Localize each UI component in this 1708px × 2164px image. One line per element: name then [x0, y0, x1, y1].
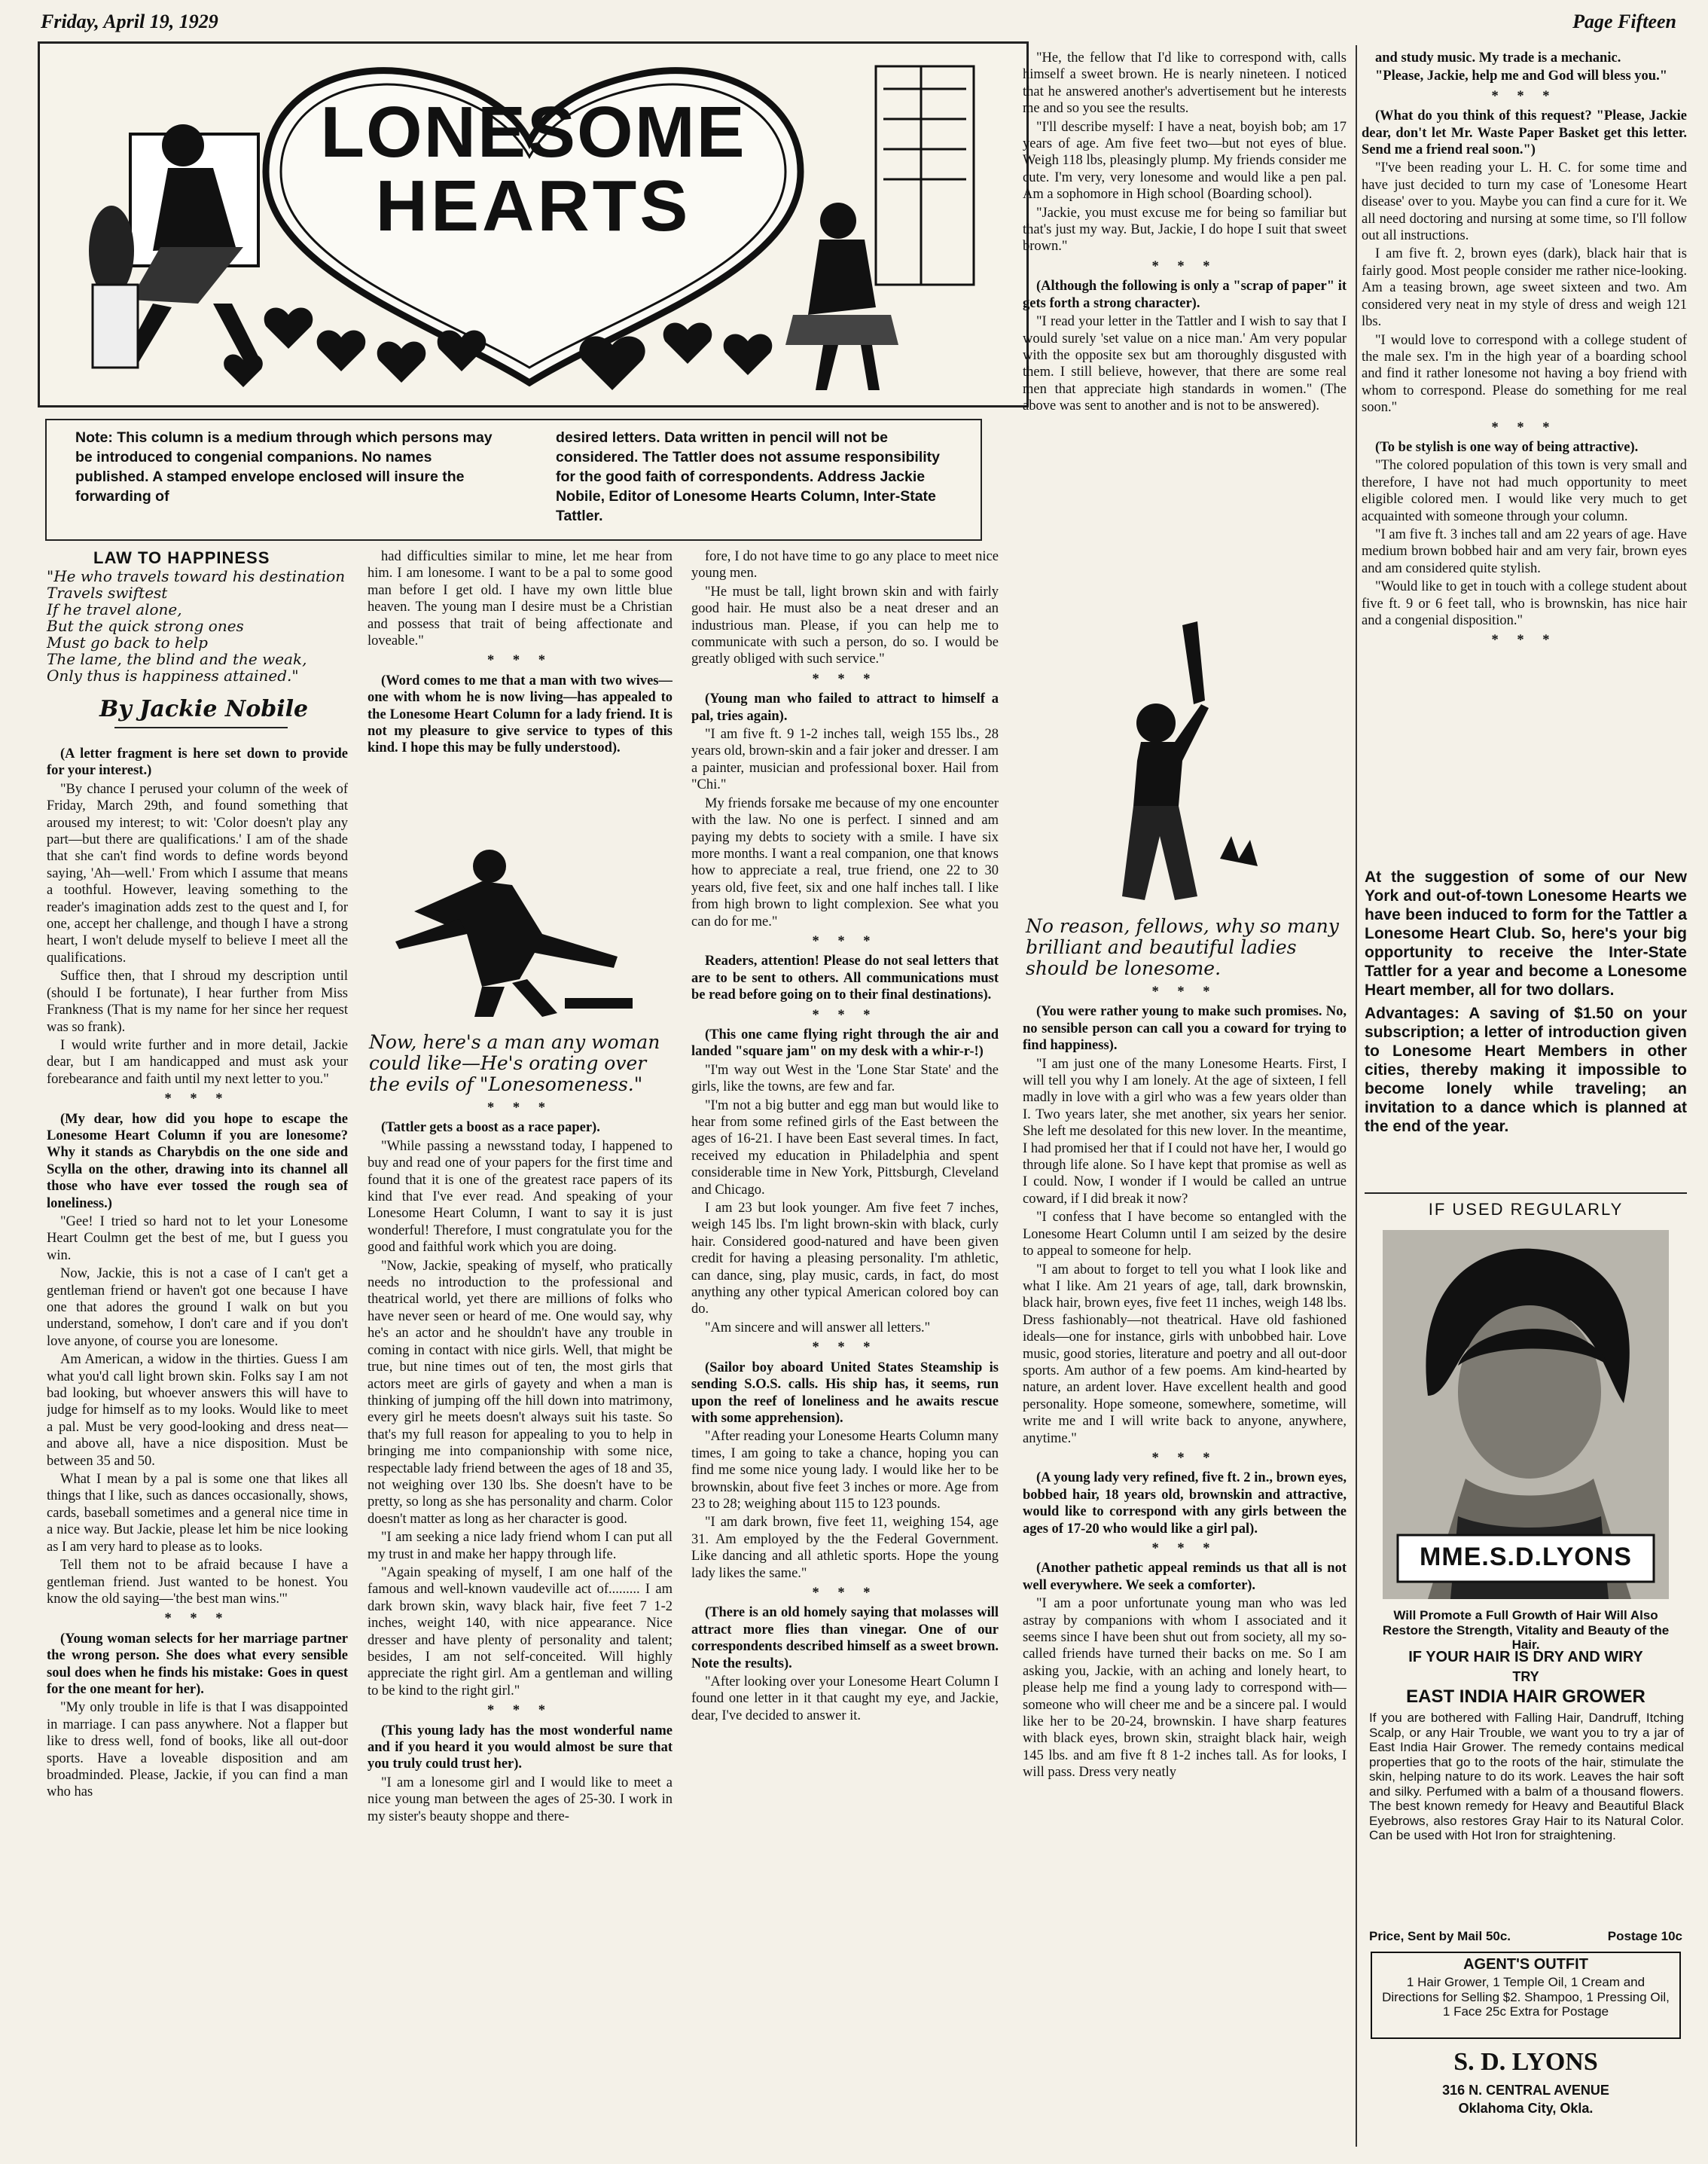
letter-paragraph: "I confess that I have become so entangled with the Lonesome Heart Column until I am seized by the desire to appeal to someone for help.: [1023, 1210, 1347, 1259]
orating-man-icon: [369, 829, 670, 1028]
editor-note: (Sailor boy aboard United States Steamship is sending S.O.S. calls. His ship has, it seems, run upon the reef of loneliness and he awaits rescue with some apprehension).: [691, 1360, 999, 1426]
letter-paragraph: Now, Jackie, this is not a case of I can't get a gentleman friend or haven't got one because I have one that adores the ground I walk on but you understand, somehow, I don't care and if you don't love anyone, of course you are lonesome.: [47, 1266, 348, 1349]
poem-line: The lame, the blind and the weak,: [47, 650, 307, 668]
letter-paragraph: I would write further and in more detail, Jackie dear, but I am handicapped and must ask your forebearance and faith until my next letter to you.": [47, 1037, 348, 1087]
letter-paragraph: "Now, Jackie, speaking of myself, who pratically needs no introduction to the professional and theatrical world, yet there are millions of folks who have never seen or heard of me. One would say, why he's an actor and he shouldn't have any trouble in coming in contact with nice girls. Well, that might be true, but nine times out of ten, the most girls that actors meet are girls of gayety and when a man is thinking of jumping off the hill down into matrimony, every girl he meets doesn't always suit his taste. So that's my full reason for appealing to you to help in bringing me into companionship with some nice, respectable lady friend between the ages of 18 and 35, not weighing over 130 lbs. She doesn't have to be pretty, so long as she has personality and charm. Color doesn't matter as long as her character is good.: [368, 1258, 673, 1527]
letter-paragraph: "I read your letter in the Tattler and I wish to say that I would surely 'set value on a nice man.' Am very popular with the opposite sex but am thoroughly disgusted with them. I still believe, however, that there are some real men that appreciate high standards in women." (The above was sent to another and is not to be answered).: [1023, 314, 1347, 414]
letter-paragraph: "I am seeking a nice lady friend whom I can put all my trust in and make her happy through life.: [368, 1530, 673, 1562]
editor-note: Readers, attention! Please do not seal letters that are to be sent to others. All communications must be read before going on to their final destinations).: [691, 954, 999, 1003]
letter-paragraph: Am American, a widow in the thirties. Guess I am what you'd call light brown skin. Folks say I am not bad looking, but whoever answers this will have to judge for himself as to my looks. Would like to meet a pal. Must be very good-looking and dress neat—and above all, have a nice disposition. Must be between 35 and 50.: [47, 1352, 348, 1469]
letter-paragraph: Tell them not to be afraid because I have a gentleman friend. Just wanted to be honest. You know the old saying—'the best man wins.'": [47, 1558, 348, 1607]
poem-line: Must go back to help: [47, 633, 208, 652]
ad-price: Price, Sent by Mail 50c.: [1369, 1929, 1511, 1943]
orating-man-caption: Now, here's a man any woman could like—He's orating over the evils of "Lonesomeness.": [369, 1031, 660, 1095]
section-separator: * * *: [1491, 633, 1557, 649]
letter-paragraph: "The colored population of this town is very small and therefore, I have not had much opportunity to meet eligible colored men. I would like very much to get acquainted with someone through your column.: [1362, 458, 1687, 524]
column-2-top: [368, 548, 673, 820]
letter-paragraph: "I'll describe myself: I have a neat, boyish bob; am 17 years of age. Am five feet two—but not eyes of blue. Weigh 118 lbs, pleasingly plump. My friends consider me cute. I'm very, very lonesome and would like a pen pal. Am a sophomore in High school (Boarding school).: [1023, 119, 1347, 203]
letter-paragraph: "I am five ft. 9 1-2 inches tall, weigh 155 lbs., 28 years old, brown-skin and a fair joker and dresser. I am a painter, musician and professional boxer. Hail from "Chi.": [691, 727, 999, 793]
letter-paragraph: Suffice then, that I shroud my description until (should I be fortunate), I hear further from Miss Frankness (That is my name for her since her request was so frank).: [47, 969, 348, 1035]
letter-paragraph: "While passing a newsstand today, I happened to buy and read one of your papers for the first time and found that it is one of the greatest race papers of its kind that I've ever read. And speaking of your Lonesome Heart Column, I want to say it is just wonderful! Therefore, I must congratulate you for the good and faithful work which you are doing.: [368, 1138, 673, 1256]
ad-address-street: 316 N. CENTRAL AVENUE: [1442, 2083, 1609, 2098]
letter-paragraph: had difficulties similar to mine, let me hear from him. I am lonesome. I want to be a pal to some good man before I get old. I have my own little blue heaven. The young man I desire must be a Christian and possess that trait of being affectionate and loveable.": [368, 549, 673, 649]
editor-note: (Although the following is only a "scrap of paper" it gets forth a strong character).: [1023, 279, 1347, 311]
letter-paragraph: "I am about to forget to tell you what I look like and what I like. Am 21 years of age, tall, dark brownskin, black hair, brown eyes, five feet 11 inches, weigh 148 lbs. Dress fashionably—not theatrical. Have old fashioned ideals—one for instance, girls with unbobbed hair. Love music, good stories, literature and poetry and all out-door sports. Am author of a few poems. Am kind-hearted by nature, an ardent lover. Have excellent health and good personality. Hope someone, somewhere, sometime, will write me and I will write back to anyone, anywhere, anytime.": [1023, 1262, 1347, 1446]
ad-body: If you are bothered with Falling Hair, Dandruff, Itching Scalp, or any Hair Trouble, we want you to try a jar of East India Hair Grower. The remedy contains medical properties that go to the roots of the hair, stimulate the skin, helping nature to do its work. Leaves the hair soft and silky. Perfumed with a balm of a thousand flowers. The best known remedy for Heavy and Beautiful Black Eyebrows, also restores Gray Hair to its Natural Color. Can be used with Hot Iron for straightening.: [1369, 1711, 1684, 1842]
letter-paragraph: "I'm not a big butter and egg man but would like to hear from some refined girls of the East between the ages of 16-21. I have been East several times. In fact, received my education in Philadelphia and spent considerable time in New York, Pittsburgh, Cleveland and Chicago.: [691, 1097, 999, 1198]
editor-note: "Please, Jackie, help me and God will bless you.": [1375, 69, 1667, 84]
section-separator: * * *: [164, 1611, 230, 1627]
editor-note: (There is an old homely saying that molasses will attract more flies than vinegar. One of our correspondents described himself as a sweet brown. Note the results).: [691, 1605, 999, 1671]
letter-paragraph: "After looking over your Lonesome Heart Column I found one letter in it that caught my eye, and Jackie, dear, I've decided to answer it.: [691, 1674, 999, 1723]
section-separator: * * *: [812, 1585, 878, 1601]
letter-paragraph: "I am a lonesome girl and I would like to meet a nice young man between the ages of 25-30. I work in my sister's beauty shoppe and there-: [368, 1775, 673, 1824]
outfit-title: AGENT'S OUTFIT: [1463, 1956, 1588, 1973]
poem-line: Travels swiftest: [47, 584, 168, 602]
letter-paragraph: "I would love to correspond with a college student of the male sex. I'm in the high year of a boarding school and find it rather lonesome not having a boy friend with whom to correspond. Please do something for me real soon.": [1362, 332, 1687, 416]
letter-paragraph: "I've been reading your L. H. C. for some time and have just decided to turn my case of 'Lonesome Heart disease' over to you. Maybe you can find a cure for it. We all need doctoring and nursing at some time, so I'll follow out all instructions.: [1362, 160, 1687, 244]
poem-line: "He who travels toward his destination: [47, 567, 346, 585]
editor-note: (This young lady has the most wonderful name and if you heard it you would almost be sure that you truly could trust her).: [368, 1723, 673, 1772]
poem-line: But the quick strong ones: [47, 617, 244, 635]
hair-grower-ad: [1365, 1192, 1687, 2143]
section-separator: * * *: [812, 1007, 878, 1023]
editor-note: (Tattler gets a boost as a race paper).: [381, 1120, 600, 1136]
letter-paragraph: "He must be tall, light brown skin and with fairly good hair. He must also be a neat dreser and an industrious man. Please, if you can help me to communicate with such a person, do so. I would be greatly obliged with such service.": [691, 584, 999, 667]
letter-paragraph: "I am five ft. 3 inches tall and am 22 years of age. Have medium brown bobbed hair and am very fair, brown eyes and am considered quite stylish.: [1362, 527, 1687, 576]
editor-note: and study music. My trade is a mechanic.: [1375, 50, 1621, 66]
club-paragraph-2: Advantages: A saving of $1.50 on your subscription; a letter of introduction given to Lonesome Heart Members in other cities, thereby making it impossible to become lonely while traveling; an invitation to a dance which is planned at the end of the year.: [1365, 1005, 1687, 1135]
letter-paragraph: "By chance I perused your column of the week of Friday, March 29th, and found something that aroused my interest; to wit: 'Color doesn't play any part—but there are qualifications.' I am of the shade that she can't find words to define words beyond saying, 'Ah—well.' From which I assume that means a toothful. However, leaving something to the reader's imagination adds zest to the quest and I, for one, accept her challenge, and though I have a strong heart, I won't delude myself to believe I meet all the qualifications.: [47, 781, 348, 966]
woman-caption: No reason, fellows, why so many brilliant and beautiful ladies should be lonesome.: [1026, 915, 1339, 979]
letter-paragraph: fore, I do not have time to go any place to meet nice young men.: [691, 549, 999, 581]
portrait-label: MME.S.D.LYONS: [1420, 1543, 1632, 1571]
section-separator: * * *: [812, 1340, 878, 1356]
agents-outfit-box: [1371, 1952, 1681, 2039]
seated-woman-icon: [785, 66, 974, 390]
editor-note: (This one came flying right through the air and landed "square jam" on my desk with a whir-r-!): [691, 1027, 999, 1060]
law-title: LAW TO HAPPINESS: [93, 548, 270, 567]
column-4-bottom: [1023, 981, 1347, 2152]
editor-note: (Young man who failed to attract to himself a pal, tries again).: [691, 691, 999, 724]
letter-paragraph: "He, the fellow that I'd like to correspond with, calls himself a sweet brown. He is nearly nineteen. I noticed that he answered another's advertisement but he interests me and so you see the results.: [1023, 50, 1347, 117]
letter-paragraph: I am five ft. 2, brown eyes (dark), black hair that is fairly good. Most people consider me rather nice-looking. Am a teasing brown, age sweet sixteen and two. Am considered very neat in my style of dress and weigh 121 lbs.: [1362, 246, 1687, 330]
column-5: [1362, 50, 1687, 863]
section-separator: * * *: [1491, 420, 1557, 435]
letter-paragraph: "I am dark brown, five feet 11, weighing 154, age 31. Am employed by the the Federal Government. Like dancing and all athletic sports. Hope the young lady likes the same.": [691, 1515, 999, 1581]
page-number: Page Fifteen: [1572, 11, 1676, 32]
column-2-bottom: [368, 1097, 673, 2151]
ad-product-name: EAST INDIA HAIR GROWER: [1406, 1686, 1645, 1707]
editor-note: (My dear, how did you hope to escape the Lonesome Heart Column if you are lonesome? Why it stands as Charybdis on the one side and Scylla on the other, drawing into its channel all those who have ever tossed the rough sea of loneliness.): [47, 1111, 348, 1211]
letter-paragraph: "Am sincere and will answer all letters.": [705, 1320, 931, 1335]
editor-note: (Young woman selects for her marriage partner the wrong person. She does what every sensible soul does when he finds his mistake: Goes in quest for the one meant for her).: [47, 1631, 348, 1697]
editor-note: (Another pathetic appeal reminds us that all is not well everywhere. We seek a comforter).: [1023, 1561, 1347, 1593]
mme-lyons-portrait: [1383, 1230, 1669, 1599]
poem-line: Only thus is happiness attained.": [47, 667, 299, 685]
ad-dry-hair: IF YOUR HAIR IS DRY AND WIRY: [1408, 1649, 1643, 1665]
note-text-left: Note: This column is a medium through which persons may be introduced to congenial companions. No names published. A stamped envelope enclosed will insure the forwarding of: [75, 429, 493, 505]
woman-illustration: [1069, 610, 1310, 911]
editor-note: (What do you think of this request? "Please, Jackie dear, don't let Mr. Waste Paper Basket get this letter. Send me a friend real soon."): [1362, 108, 1687, 158]
section-separator: * * *: [1491, 88, 1557, 104]
column-4-top: [1023, 50, 1347, 607]
law-poem: [47, 568, 348, 684]
letter-paragraph: My friends forsake me because of my one encounter with the law. No one is perfect. I sinned and am paying my debts to society with a smile. I have six more months. I want a real companion, one that knows how to appreciate a real, true friend, one 22 to 30 years old, five feet, six and one half inches tall. I like from high brown to light complexion. See what you can do for me.": [691, 795, 999, 929]
poem-line: If he travel alone,: [47, 600, 182, 618]
section-separator: * * *: [487, 1703, 553, 1719]
column-1: [47, 746, 348, 2150]
letter-paragraph: "I am a poor unfortunate young man who was led astray by companions with whom I associated and it seems since I have been shut out from society, all my so-called friends have turned their backs on me. So I am asking you, Jackie, with an aching and lonely heart, to please help me find a young lady to correspond with—someone who will cheer me and be a sincere pal. I would like her to be 20-24, brownskin. I have sharp features with black eyes, brown skin, straight black hair, weigh 145 lbs. and am five ft 8 1-2 inches tall. As for looks, I will pass. Dress very neatly: [1023, 1596, 1347, 1781]
letter-paragraph: What I mean by a pal is some one that likes all things that I like, such as dances occasionally, shows, cards, baseball sometimes and a general nice time in a nice way. But Jackie, please let him be nice looking as I am very hard to please as to looks.: [47, 1472, 348, 1555]
law-to-happiness: [47, 548, 348, 737]
letter-paragraph: "After reading your Lonesome Hearts Column many times, I am going to take a chance, hoping you can find me some nice young lady. I would like her to be brownskin, about five feet 3 inches or more. Age from 23 to 28; weighing about 115 to 123 pounds.: [691, 1429, 999, 1512]
section-separator: * * *: [487, 1100, 553, 1116]
outfit-body: 1 Hair Grower, 1 Temple Oil, 1 Cream and Directions for Selling $2. Shampoo, 1 Pressing Oil, 1 Face 25c Extra for Postage: [1382, 1975, 1670, 2019]
section-separator: * * *: [487, 653, 553, 669]
column-3: [691, 548, 999, 2151]
letter-paragraph: "I am just one of the many Lonesome Hearts. First, I will tell you why I am lonely. At the age of sixteen, I fell madly in love with a girl who was a few years older than I. Two years later, she met another, six years her senior. She left me desolated for this new lover. In the meantime, I had promised her that if I could not have her, I would go through life alone. So I have kept that promise as well as I could. Now, I wonder if I would be called an untrue coward, if I did break it now?: [1023, 1056, 1347, 1207]
lonesome-hearts-banner: [38, 41, 1029, 407]
ad-promo: Will Promote a Full Growth of Hair Will Also Restore the Strength, Vitality and Beauty of the Hair.: [1382, 1608, 1670, 1652]
letter-paragraph: "Gee! I tried so hard not to let your Lonesome Heart Coulmn get the best of me, but I guess you win.: [47, 1213, 348, 1263]
ad-address-city: Oklahoma City, Okla.: [1458, 2101, 1594, 2116]
ad-postage: Postage 10c: [1607, 1929, 1682, 1943]
editor-note: (Word comes to me that a man with two wives—one with whom he is now living—has appealed to the Lonesome Heart Column for a lady friend. It is not my pleasure to give service to types of this kind. I hope this may be fully understood).: [368, 673, 673, 756]
editor-note: (A letter fragment is here set down to provide for your interest.): [47, 746, 348, 779]
ad-company: S. D. LYONS: [1453, 2048, 1598, 2076]
orating-man-illustration: [369, 829, 670, 1028]
ad-heading: IF USED REGULARLY: [1428, 1200, 1624, 1219]
section-separator: * * *: [1151, 258, 1218, 274]
letter-paragraph: "I'm way out West in the 'Lone Star State' and the girls, like the towns, are few and far.: [691, 1062, 999, 1095]
ad-try: TRY: [1512, 1669, 1539, 1684]
section-separator: * * *: [1151, 1450, 1218, 1466]
letter-paragraph: "Again speaking of myself, I am one half of the famous and well-known vaudeville act of......... I am dark brown skin, wavy black hair, five feet 7 1-2 inches, weight 140, with nice appearance. Nice dresser and have plenty of personality and talent; besides, I am not self-conceited. Will highly appreciate the right girl. Am a gentleman and willing to be kind to the right girl.": [368, 1564, 673, 1699]
issue-date: Friday, April 19, 1929: [41, 11, 218, 32]
column-rule: [1356, 45, 1357, 2147]
note-text-right: desired letters. Data written in pencil will not be considered. The Tattler does not assume responsibility for the good faith of correspondents. Address Jackie Nobile, Editor of Lonesome Hearts Column, Inter-State Tattler.: [556, 429, 941, 524]
column-note-box: [45, 419, 982, 541]
section-separator: * * *: [1151, 984, 1218, 1000]
club-paragraph-1: At the suggestion of some of our New York and out-of-town Lonesome Hearts we have been induced to form for the Tattler a Lonesome Heart Club. So, here's your big opportunity to receive the Inter-State Tattler for a year and become a Lonesome Heart member, all for two dollars.: [1365, 868, 1687, 999]
letter-paragraph: "Jackie, you must excuse me for being so familiar but that's just my way. But, Jackie, I do hope I suit that sweet brown.": [1023, 205, 1347, 255]
editor-note: (You were rather young to make such promises. No, no sensible person can call you a coward for trying to find happiness).: [1023, 1004, 1347, 1054]
letter-paragraph: I am 23 but look younger. Am five feet 7 inches, weigh 145 lbs. I'm light brown-skin with black, curly hair. Considered good-natured and have been given credit for having a pleasing personality. I'm athletic, can dance, sing, play music, cards, in fact, do most anything any other typical American colored boy can do.: [691, 1201, 999, 1317]
section-separator: * * *: [164, 1091, 230, 1107]
banner-title-line2: HEARTS: [375, 166, 691, 246]
ad-top-rule: [1365, 1192, 1687, 1194]
seated-man-icon: [89, 124, 258, 368]
letter-paragraph: "My only trouble in life is that I was disappointed in marriage. I can pass anywhere. Not a flapper but like to dress well, fond of books, like all out-door sports. Have a loveable disposition and am broadminded. Please, Jackie, if you can find a man who has: [47, 1700, 348, 1800]
section-separator: * * *: [812, 933, 878, 949]
byline: By Jackie Nobile: [99, 696, 309, 722]
section-separator: * * *: [812, 671, 878, 687]
editor-note: (A young lady very refined, five ft. 2 in., brown eyes, bobbed hair, 18 years old, brownskin and attractive, would like to correspond with any girls between the ages of 17-20 who would like a girl pal).: [1023, 1470, 1347, 1537]
byline-rule: [114, 727, 288, 728]
section-separator: * * *: [1151, 1541, 1218, 1556]
editor-note: (To be stylish is one way of being attractive).: [1375, 439, 1639, 455]
woman-figure-icon: [1069, 610, 1310, 911]
letter-paragraph: "Would like to get in touch with a college student about five ft. 9 or 6 feet tall, who is brownskin, has nice hair and a congenial disposition.": [1362, 579, 1687, 628]
banner-title-line1: LONESOME: [320, 92, 746, 172]
